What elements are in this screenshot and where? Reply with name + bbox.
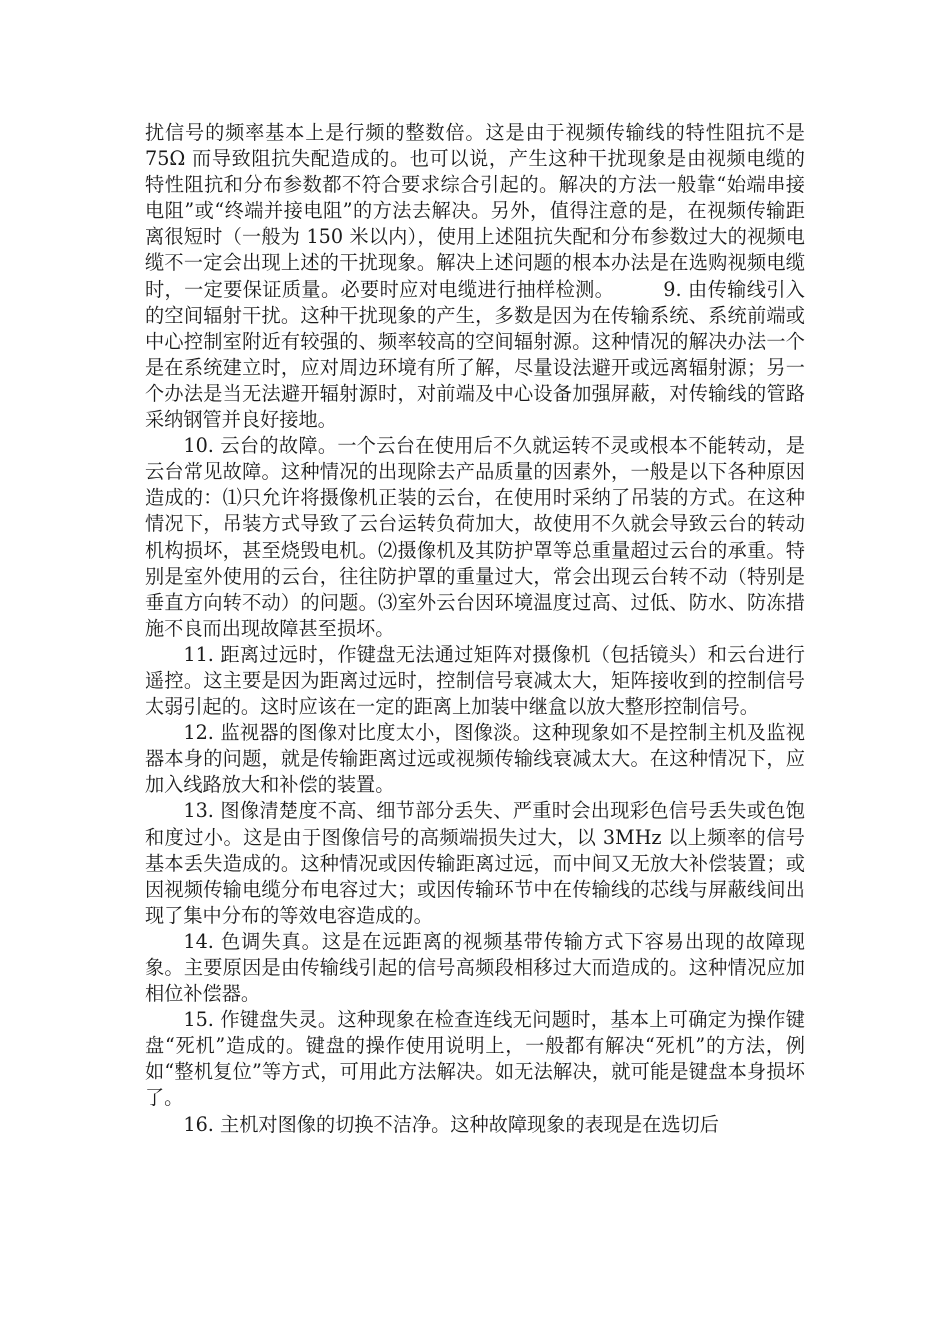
document-body [145, 120, 805, 1138]
paragraph-impedance-interference: 扰信号的频率基本上是行频的整数倍。这是由于视频传输线的特性阻抗不是 75Ω 而导致阻抗失配造成的。也可以说，产生这种干扰现象是由视频电缆的特性阻抗和分布参数都不符合要求综合引起的。解决的方法一般靠“始端串接电阻”或“终端并接电阻”的方法去解决。另外，值得注意的是，在视频传输距离很短时（一般为 150 米以内），使用上述阻抗失配和分布参数过大的视频电缆不一定会出现上述的干扰现象。解决上述问题的根本办法是在选购视频电缆时，一定要保证质量。必要时应对电缆进行抽样检测。 9. 由传输线引入的空间辐射干扰。这种干扰现象的产生，多数是因为在传输系统、系统前端或中心控制室附近有较强的、频率较高的空间辐射源。这种情况的解决办法一个是在系统建立时，应对周边环境有所了解，尽量设法避开或远离辐射源；另一个办法是当无法避开辐射源时，对前端及中心设备加强屏蔽，对传输线的管路采纳钢管并良好接地。 [145, 121, 805, 432]
paragraph-low-definition: 13. 图像清楚度不高、细节部分丢失、严重时会出现彩色信号丢失或色饱和度过小。这是由于图像信号的高频端损失过大，以 3MHz 以上频率的信号基本丢失造成的。这种情况或因传输距离过远，而中间又无放大补偿装置；或因视频传输电缆分布电容过大；或因传输环节中在传输线的芯线与屏蔽线间出现了集中分布的等效电容造成的。 [145, 799, 805, 927]
paragraph-remote-control-distance: 11. 距离过远时，作键盘无法通过矩阵对摄像机（包括镜头）和云台进行遥控。这主要是因为距离过远时，控制信号衰减太大，矩阵接收到的控制信号太弱引起的。这时应该在一定的距离上加装中继盒以放大整形控制信号。 [145, 642, 805, 719]
paragraph-low-contrast: 12. 监视器的图像对比度太小，图像淡。这种现象如不是控制主机及监视器本身的问题，就是传输距离过远或视频传输线衰减太大。在这种情况下，应加入线路放大和补偿的装置。 [145, 721, 805, 797]
paragraph-pan-tilt-fault: 10. 云台的故障。一个云台在使用后不久就运转不灵或根本不能转动，是云台常见故障。这种情况的出现除去产品质量的因素外，一般是以下各种原因造成的：⑴只允许将摄像机正装的云台，在使用时采纳了吊装的方式。在这种情况下，吊装方式导致了云台运转负荷加大，故使用不久就会导致云台的转动机构损坏，甚至烧毁电机。⑵摄像机及其防护罩等总重量超过云台的承重。特别是室外使用的云台，往往防护罩的重量过大，常会出现云台转不动（特别是垂直方向转不动）的问题。⑶室外云台因环境温度过高、过低、防水、防冻措施不良而出现故障甚至损坏。 [145, 434, 805, 640]
paragraph-hue-distortion: 14. 色调失真。这是在远距离的视频基带传输方式下容易出现的故障现象。主要原因是由传输线引起的信号高频段相移过大而造成的。这种情况应加相位补偿器。 [145, 929, 805, 1006]
paragraph-image-switching: 16. 主机对图像的切换不洁净。这种故障现象的表现是在选切后 [183, 1112, 719, 1136]
paragraph-keyboard-failure: 15. 作键盘失灵。这种现象在检查连线无问题时，基本上可确定为操作键盘“死机”造成的。键盘的操作使用说明上，一般都有解决“死机”的方法，例如“整机复位”等方式，可用此方法解决。如无法解决，就可能是键盘本身损坏了。 [145, 1008, 805, 1110]
